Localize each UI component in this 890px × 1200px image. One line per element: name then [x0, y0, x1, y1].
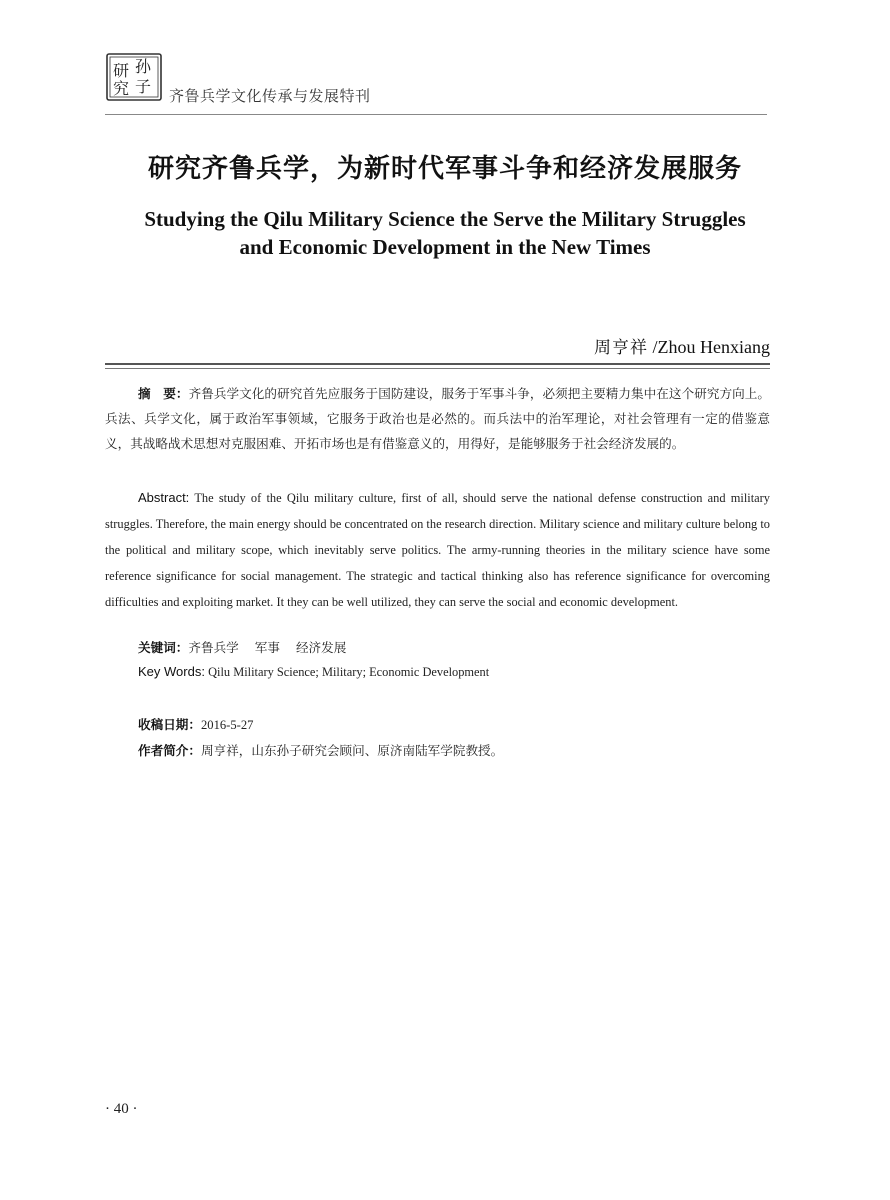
keyword-item: 齐鲁兵学	[188, 640, 239, 655]
received-label: 收稿日期：	[138, 717, 201, 732]
author-divider-thin	[105, 368, 770, 369]
svg-text:究: 究	[113, 79, 130, 98]
author-line	[594, 333, 770, 358]
bio-text: 周亨祥，山东孙子研究会顾问、原济南陆军学院教授。	[200, 743, 504, 758]
journal-header	[105, 52, 767, 114]
keywords-label-en: Key Words:	[138, 664, 205, 679]
article-title-zh: 研究齐鲁兵学，为新时代军事斗争和经济发展服务	[147, 154, 742, 184]
bio-label: 作者简介：	[138, 743, 201, 758]
journal-name: 齐鲁兵学文化传承与发展特刊	[169, 87, 371, 105]
author-name-en: /Zhou Henxiang	[652, 337, 770, 357]
abstract-label-en: Abstract:	[138, 490, 190, 505]
abstract-zh	[105, 381, 770, 456]
article-title-en	[105, 205, 785, 261]
keywords-text-en: Qilu Military Science; Military; Economic Development	[208, 665, 490, 679]
received-date-line	[138, 714, 253, 733]
abstract-label-zh: 摘 要：	[138, 386, 189, 401]
keywords-zh	[138, 637, 346, 656]
article-title-en-line1: Studying the Qilu Military Science the Serve the Military Struggles	[144, 207, 746, 231]
keyword-item: 军事	[254, 640, 280, 655]
header-divider	[105, 114, 767, 115]
received-date: 2016-5-27	[200, 718, 254, 732]
svg-text:子: 子	[135, 77, 152, 96]
article-title-en-line2: and Economic Development in the New Times	[239, 235, 651, 259]
keywords-en	[138, 664, 489, 680]
keyword-item: 经济发展	[295, 640, 347, 655]
abstract-en	[105, 485, 770, 615]
abstract-text-zh: 齐鲁兵学文化的研究首先应服务于国防建设，服务于军事斗争，必须把主要精力集中在这个研究方向上。兵法、兵学文化，属于政治军事领域，它服务于政治也是必然的。而兵法中的治军理论，对社会管理有一定的借鉴意义，其战略战术思想对克服困难、开拓市场也是有借鉴意义的，用得好，是能够服务于社会经济发展的。	[105, 386, 771, 451]
author-divider-thick	[105, 363, 770, 365]
journal-logo-seal	[105, 52, 163, 102]
keywords-label-zh: 关键词：	[138, 640, 189, 655]
svg-text:孙: 孙	[135, 57, 152, 76]
author-bio-line	[138, 740, 503, 759]
abstract-text-en: The study of the Qilu military culture, first of all, should serve the national defense construction and military struggles. Therefore, the main energy should be concentrated on the research direction. Military science and military culture belong to the political and military scope, which inevitably serve politics. The army-running theories in the military science have some reference significance for social management. The strategic and tactical thinking also has reference significance for overcoming difficulties and exploiting market. It they can be well utilized, they can serve the social and economic development.	[105, 491, 771, 609]
svg-text:研: 研	[113, 61, 130, 80]
page-number: · 40 ·	[105, 1101, 138, 1117]
author-name-zh: 周亨祥	[594, 338, 649, 358]
